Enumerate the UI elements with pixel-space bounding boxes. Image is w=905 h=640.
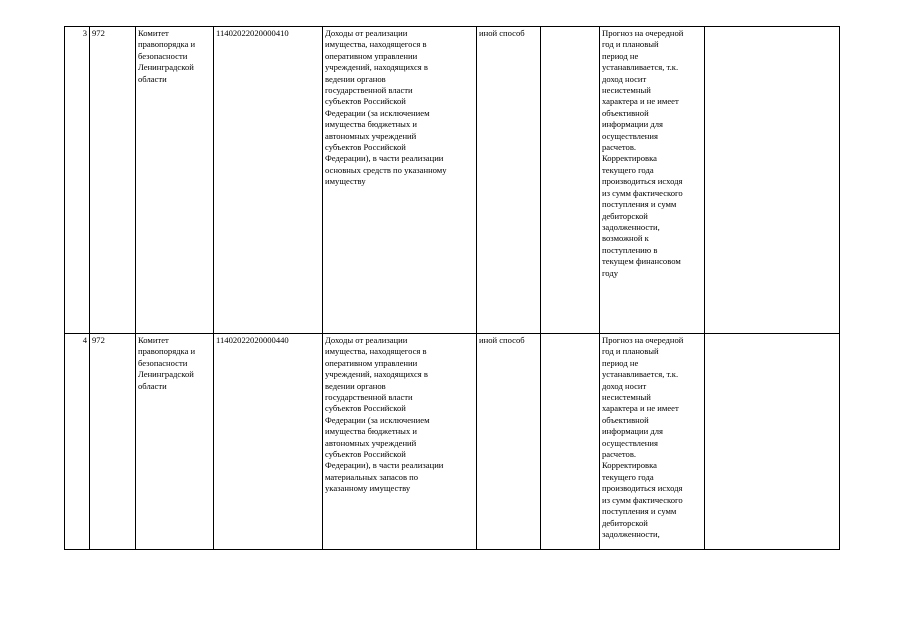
forecast-method: иной способ <box>477 27 541 334</box>
row-number: 4 <box>65 334 90 550</box>
revenue-description: Доходы от реализации имущества, находящегося в оперативном управлении учреждений, находящихся в ведении органов государственной власти субъектов Российской Федерации (за исключением имущества бюджетных и автономных учреждений субъектов Российской Федерации), в части реализации основных средств по указанному имуществу <box>323 27 477 334</box>
revenue-forecast-table <box>64 26 840 550</box>
extra-cell <box>705 27 840 334</box>
revenue-description: Доходы от реализации имущества, находящегося в оперативном управлении учреждений, находящихся в ведении органов государственной власти субъектов Российской Федерации (за исключением имущества бюджетных и автономных учреждений субъектов Российской Федерации), в части реализации материальных запасов по указанному имуществу <box>323 334 477 550</box>
budget-classification-code: 11402022020000410 <box>214 27 323 334</box>
agency-name: Комитет правопорядка и безопасности Ленинградской области <box>136 27 214 334</box>
budget-classification-code: 11402022020000440 <box>214 334 323 550</box>
forecast-note: Прогноз на очередной год и плановый период не устанавливается, т.к. доход носит несистемный характера и не имеет объективной информации для осуществления расчетов. Корректировка текущего года производиться исходя из сумм фактического поступления и сумм дебиторской задолженности, возможной к поступлению в текущем финансовом году <box>600 27 705 334</box>
row-number: 3 <box>65 27 90 334</box>
agency-name: Комитет правопорядка и безопасности Ленинградской области <box>136 334 214 550</box>
admin-code: 972 <box>90 334 136 550</box>
table-row <box>65 334 840 550</box>
forecast-note: Прогноз на очередной год и плановый период не устанавливается, т.к. доход носит несистемный характера и не имеет объективной информации для осуществления расчетов. Корректировка текущего года производиться исходя из сумм фактического поступления и сумм дебиторской задолженности, <box>600 334 705 550</box>
formula-cell <box>541 27 600 334</box>
extra-cell <box>705 334 840 550</box>
table-row <box>65 27 840 334</box>
admin-code: 972 <box>90 27 136 334</box>
forecast-method: иной способ <box>477 334 541 550</box>
formula-cell <box>541 334 600 550</box>
